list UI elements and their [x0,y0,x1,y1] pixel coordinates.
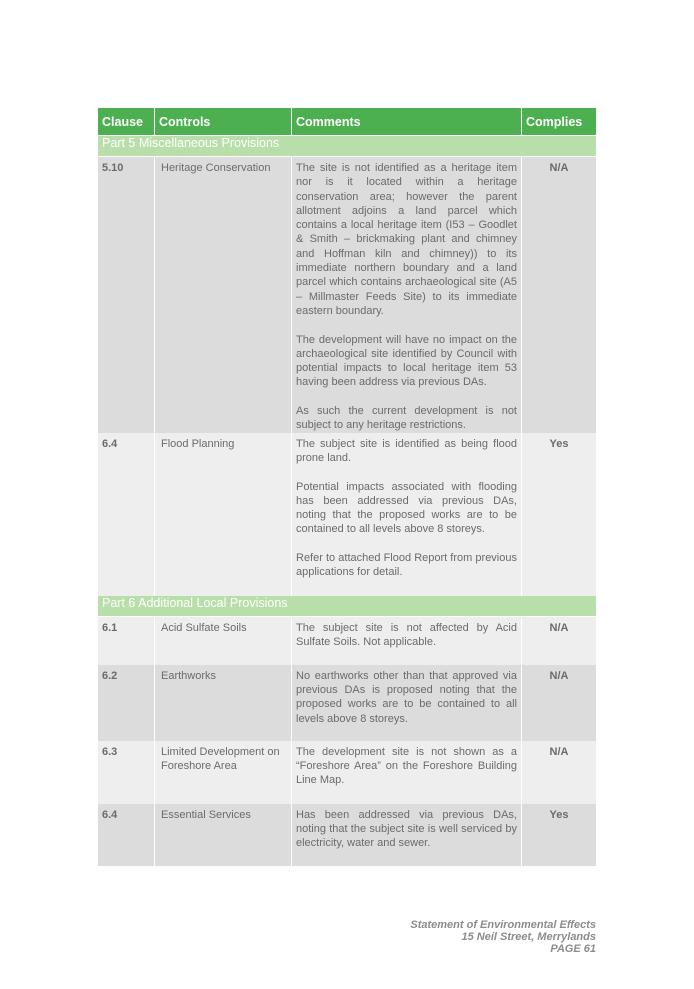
footer-page-number: PAGE 61 [550,943,596,955]
comment-paragraph: The subject site is not affected by Acid Sulfate Soils. Not applicable. [296,621,517,648]
clause-number: 6.3 [98,741,155,804]
section-part6 [98,596,596,617]
control-name: Flood Planning [155,433,292,596]
table-header-row [98,108,596,136]
complies-value: N/A [522,741,596,804]
control-name: Limited Development on Foreshore Area [155,741,292,804]
comment-cell [292,804,522,866]
table-row [98,741,596,804]
comment-cell [292,617,522,665]
header-controls: Controls [155,108,292,136]
complies-value: N/A [522,665,596,741]
comment-paragraph: As such the current development is not subject to any heritage restrictions. [296,405,517,432]
comment-cell [292,665,522,741]
comment-cell [292,741,522,804]
comment-cell [292,433,522,596]
header-clause: Clause [98,108,155,136]
clause-number: 6.4 [98,804,155,866]
clause-number: 6.1 [98,617,155,665]
footer-address: 15 Neil Street, Merrylands [461,931,596,943]
comment-paragraph: Has been addressed via previous DAs, noting that the subject site is well serviced by electricity, water and sewer. [296,808,517,850]
clause-number: 5.10 [98,157,155,433]
control-name: Heritage Conservation [155,157,292,433]
section-title: Part 5 Miscellaneous Provisions [98,136,596,157]
page-footer [410,919,596,955]
table-row [98,157,596,433]
table-row [98,433,596,596]
complies-value: Yes [522,804,596,866]
table-row [98,617,596,665]
header-complies: Complies [522,108,596,136]
comment-paragraph: The development site is not shown as a “Foreshore Area” on the Foreshore Building Line Map. [296,745,517,787]
comment-cell [292,157,522,433]
table-row [98,804,596,866]
control-name: Acid Sulfate Soils [155,617,292,665]
clause-number: 6.4 [98,433,155,596]
comment-paragraph: Potential impacts associated with flooding has been addressed via previous DAs, noting that the proposed works are to be contained to all levels above 8 storeys. [296,480,517,536]
comment-paragraph: The development will have no impact on the archaeological site identified by Council with potential impacts to local heritage item 53 having been address via previous DAs. [296,333,517,389]
controls-table [98,108,596,866]
comment-paragraph: The site is not identified as a heritage item nor is it located within a heritage conservation area; however the parent allotment adjoins a land parcel which contains a local heritage item (I53 – Goodlet & Smith – brickmaking plant and chimney and Hoffman kiln and chimney)) to its immediate northern boundary and a land parcel which contains archaeological site (A5 – Millmaster Feeds Site) to its immediate eastern boundary. [296,162,517,317]
clause-number: 6.2 [98,665,155,741]
header-comments: Comments [292,108,522,136]
section-part5 [98,136,596,157]
footer-document-title: Statement of Environmental Effects [410,919,596,931]
comment-paragraph: Refer to attached Flood Report from previous applications for detail. [296,552,517,579]
complies-value: Yes [522,433,596,596]
complies-value: N/A [522,157,596,433]
complies-value: N/A [522,617,596,665]
comment-paragraph: No earthworks other than that approved via previous DAs is proposed noting that the proposed works are to be contained to all levels above 8 storeys. [296,669,517,725]
table-row [98,665,596,741]
control-name: Essential Services [155,804,292,866]
comment-paragraph: The subject site is identified as being flood prone land. [296,437,517,464]
control-name: Earthworks [155,665,292,741]
section-title: Part 6 Additional Local Provisions [98,596,596,617]
